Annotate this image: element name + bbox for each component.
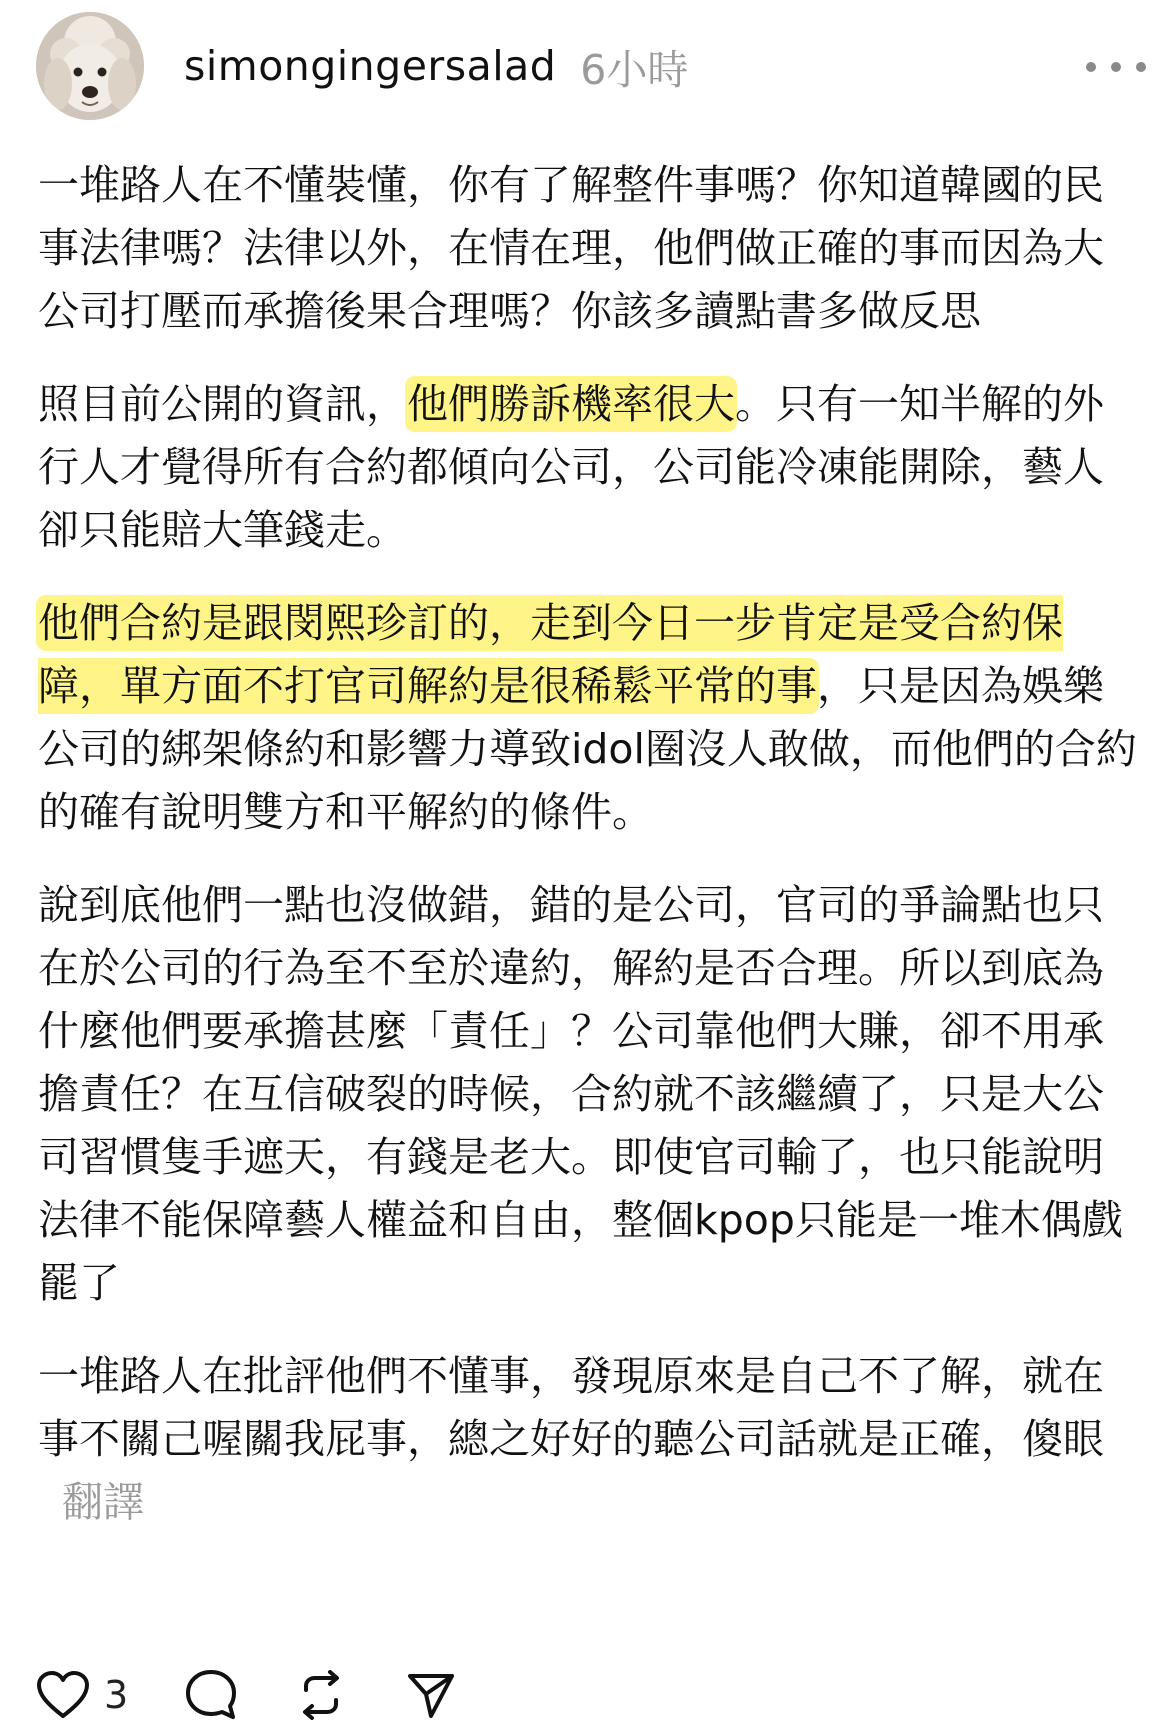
dot [1136,62,1146,72]
paragraph-text: 一堆路人在批評他們不懂事，發現原來是自己不了解，就在事不關己喔關我屁事，總之好好的聽公司話就是正確，傻眼 [38,1352,1104,1463]
like-button[interactable] [36,1670,128,1720]
paragraph-text: ，只是因為娛樂公司的綁架條約和影響力導致idol圈沒人敢做，而他們的合約的確有說明雙方和平解約的條件。 [38,662,1137,836]
highlighted-text: 他們勝訴機率很大 [407,380,735,428]
paragraph-text: 。只有一知半解的外行人才覺得所有合約都傾向公司，公司能冷凍能開除，藝人卻只能賠大筆錢走。 [38,380,1104,554]
more-dots-icon[interactable] [1086,52,1146,82]
post-time: 6小時 [580,45,689,94]
paragraph-4 [38,874,1138,1315]
comment-button[interactable] [184,1668,238,1722]
post-header [36,12,1146,120]
paragraph-3 [38,592,1138,844]
paragraph-2 [38,373,1138,562]
highlighted-text: 他們合約是跟閔熙珍訂的，走到今日一步肯定是受合約保障，單方面不打官司解約是很稀鬆平常的事 [38,599,1063,710]
repost-button[interactable] [294,1668,348,1722]
like-count: 3 [104,1673,129,1717]
post-body [38,154,1138,1564]
share-button[interactable] [404,1668,458,1722]
comment-bubble-icon [184,1668,238,1722]
heart-icon [36,1670,90,1720]
username[interactable]: simongingersalad [184,42,557,90]
dot [1086,62,1096,72]
paragraph-5 [38,1345,1138,1534]
translate-link[interactable]: 翻譯 [62,1478,144,1526]
send-paper-plane-icon [404,1668,458,1722]
repost-arrows-icon [294,1668,348,1722]
paragraph-text: 說到底他們一點也沒做錯，錯的是公司，官司的爭論點也只在於公司的行為至不至於違約，解約是否合理。所以到底為什麼他們要承擔甚麼「責任」？公司靠他們大賺，卻不用承擔責任？在互信破裂的時候，合約就不該繼續了，只是大公司習慣隻手遮天，有錢是老大。即使官司輸了，也只能說明法律不能保障藝人權益和自由，整個kpop只能是一堆木偶戲罷了 [38,881,1123,1307]
poodle-avatar-image [36,12,144,120]
paragraph-text: 照目前公開的資訊， [38,380,407,428]
paragraph-text: 一堆路人在不懂裝懂，你有了解整件事嗎？你知道韓國的民事法律嗎？法律以外，在情在理，他們做正確的事而因為大公司打壓而承擔後果合理嗎？你該多讀點書多做反思 [38,161,1104,335]
paragraph-1 [38,154,1138,343]
dot [1111,62,1121,72]
action-bar [36,1660,636,1730]
avatar[interactable] [36,12,144,120]
